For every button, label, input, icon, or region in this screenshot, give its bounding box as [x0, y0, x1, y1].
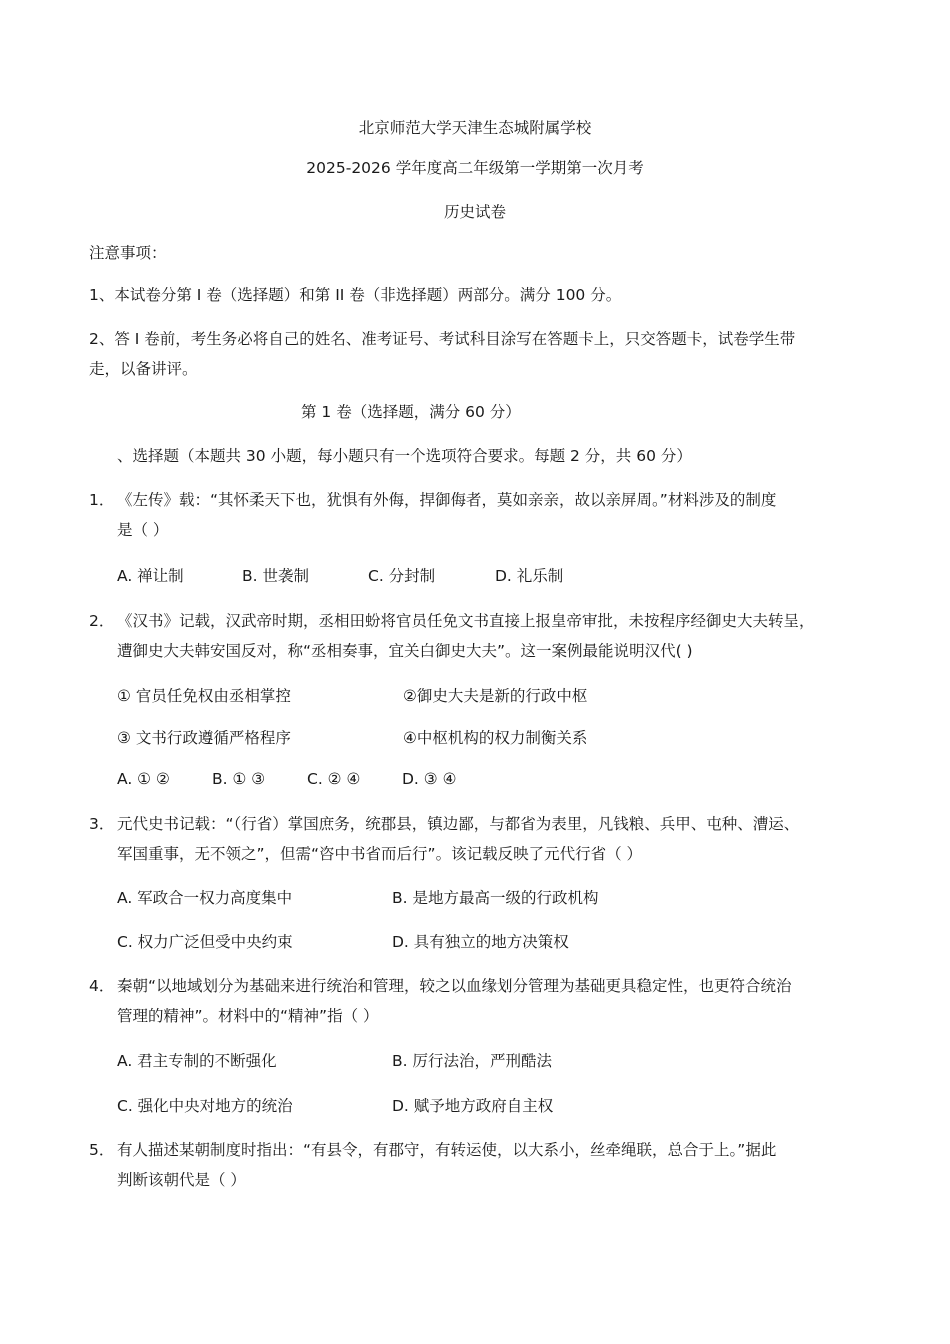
- question-text-line-2: 遭御史大夫韩安国反对，称“丞相奏事，宜关白御史大夫”。这一案例最能说明汉代( ): [117, 642, 693, 660]
- option-b: B. 是地方最高一级的行政机构: [392, 889, 599, 907]
- option-d: D. ③ ④: [402, 770, 457, 788]
- question-text-line-1: 《左传》载：“其怀柔天下也，犹惧有外侮，捍御侮者，莫如亲亲，故以亲屏周。”材料涉及的制度: [117, 491, 777, 509]
- section-instruction: 、选择题（本题共 30 小题，每小题只有一个选项符合要求。每题 2 分，共 60 分）: [117, 447, 692, 465]
- notice-item-2-line-1: 2、答 I 卷前，考生务必将自己的姓名、准考证号、考试科目涂写在答题卡上，只交答题卡，试卷学生带: [89, 330, 796, 348]
- option-d: D. 礼乐制: [495, 567, 564, 585]
- statement-2: ②御史大夫是新的行政中枢: [403, 687, 588, 705]
- question-text-line-2: 是（ ）: [117, 521, 169, 539]
- option-a: A. 君主专制的不断强化: [117, 1052, 277, 1070]
- question-number: 3．: [89, 815, 115, 833]
- question-text-line-2: 管理的精神”。材料中的“精神”指（ ）: [117, 1007, 379, 1025]
- question-number: 2．: [89, 612, 115, 630]
- question-text-line-1: 有人描述某朝制度时指出：“有县令，有郡守，有转运使，以大系小，丝牵绳联，总合于上。”据此: [117, 1141, 777, 1159]
- option-a: A. 军政合一权力高度集中: [117, 889, 293, 907]
- school-name: 北京师范大学天津生态城附属学校: [358, 119, 592, 137]
- question-number: 1．: [89, 491, 115, 509]
- question-text-line-1: 《汉书》记载，汉武帝时期，丞相田蚡将官员任免文书直接上报皇帝审批，未按程序经御史大夫转呈，: [117, 612, 815, 630]
- notice-title: 注意事项：: [89, 244, 167, 262]
- notice-item-2-line-2: 走，以备讲评。: [89, 360, 198, 378]
- option-c: C. 强化中央对地方的统治: [117, 1097, 293, 1115]
- option-d: D. 具有独立的地方决策权: [392, 933, 569, 951]
- option-b: B. 世袭制: [242, 567, 309, 585]
- question-number: 4．: [89, 977, 115, 995]
- option-d: D. 赋予地方政府自主权: [392, 1097, 554, 1115]
- option-c: C. 分封制: [368, 567, 436, 585]
- question-number: 5．: [89, 1141, 115, 1159]
- notice-item-1: 1、本试卷分第 I 卷（选择题）和第 II 卷（非选择题）两部分。满分 100 分。: [89, 286, 622, 304]
- part1-title: 第 1 卷（选择题，满分 60 分）: [301, 403, 521, 421]
- question-text-line-2: 军国重事，无不领之”，但需“咨中书省而后行”。该记载反映了元代行省（ ）: [117, 845, 643, 863]
- option-a: A. 禅让制: [117, 567, 184, 585]
- exam-title: 2025-2026 学年度高二年级第一学期第一次月考: [306, 159, 644, 177]
- question-text-line-1: 秦朝“以地域划分为基础来进行统治和管理，较之以血缘划分管理为基础更具稳定性，也更符合统治: [117, 977, 792, 995]
- option-a: A. ① ②: [117, 770, 170, 788]
- option-c: C. 权力广泛但受中央约束: [117, 933, 293, 951]
- option-b: B. 厉行法治，严刑酷法: [392, 1052, 552, 1070]
- question-text-line-1: 元代史书记载：“（行省）掌国庶务，统郡县，镇边鄙，与都省为表里，凡钱粮、兵甲、屯种、漕运、: [117, 815, 800, 833]
- statement-4: ④中枢机构的权力制衡关系: [403, 729, 588, 747]
- option-c: C. ② ④: [307, 770, 361, 788]
- question-text-line-2: 判断该朝代是（ ）: [117, 1171, 246, 1189]
- statement-3: ③ 文书行政遵循严格程序: [117, 729, 291, 747]
- statement-1: ① 官员任免权由丞相掌控: [117, 687, 291, 705]
- option-b: B. ① ③: [212, 770, 266, 788]
- subject-title: 历史试卷: [443, 203, 506, 221]
